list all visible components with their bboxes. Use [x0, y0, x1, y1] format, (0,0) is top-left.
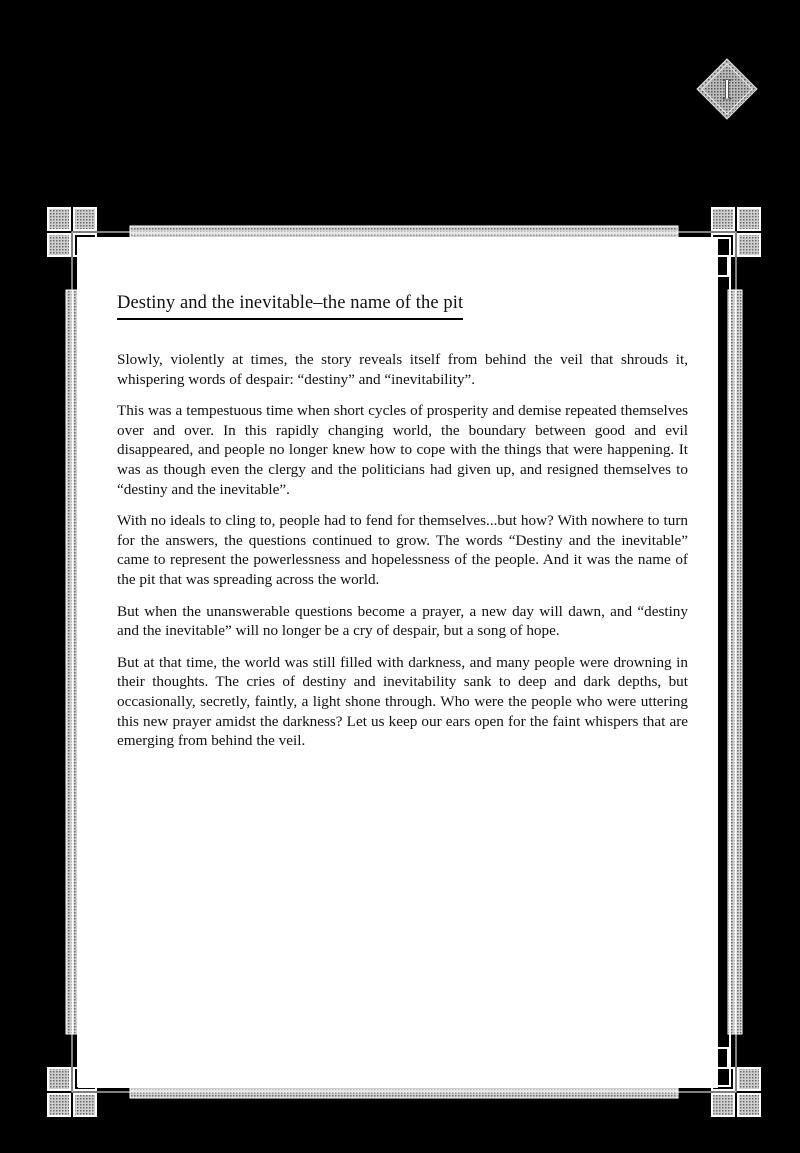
article-body [117, 350, 688, 751]
chapter-numeral: I [722, 73, 732, 106]
paragraph: But at that time, the world was still filled with darkness, and many people were drowning in their thoughts. The cries of destiny and inevitability sank to deep and dark depths, but occasionally, secretly, faintly, a light shone through. Who were the people who were uttering this new prayer amidst the darkness? Let us keep our ears open for the faint whispers that are emerging from behind the veil. [117, 653, 688, 750]
article-heading: Destiny and the inevitable–the name of the pit [117, 290, 463, 320]
paragraph: With no ideals to cling to, people had to fend for themselves...but how? With nowhere to turn for the answers, the questions continued to grow. The words “Destiny and the inevitable” came to represent the powerlessness and hopelessness of the people. And it was the name of the pit that was spreading across the world. [117, 512, 688, 588]
paragraph: Slowly, violently at times, the story reveals itself from behind the veil that shrouds it, whispering words of despair: “destiny” and “inevitability”. [117, 351, 688, 388]
chapter-badge [696, 58, 758, 120]
diamond-icon [696, 58, 758, 120]
paragraph: But when the unanswerable questions become a prayer, a new day will dawn, and “destiny and the inevitable” will no longer be a cry of despair, but a song of hope. [117, 602, 688, 640]
article [117, 290, 688, 763]
paragraph: This was a tempestuous time when short cycles of prosperity and demise repeated themselves over and over. In this rapidly changing world, the boundary between good and evil disappeared, and people no longer knew how to cope with the things that were happening. It was as though even the clergy and the politicians had given up, and resigned themselves to “destiny and the inevitable”. [117, 402, 688, 498]
